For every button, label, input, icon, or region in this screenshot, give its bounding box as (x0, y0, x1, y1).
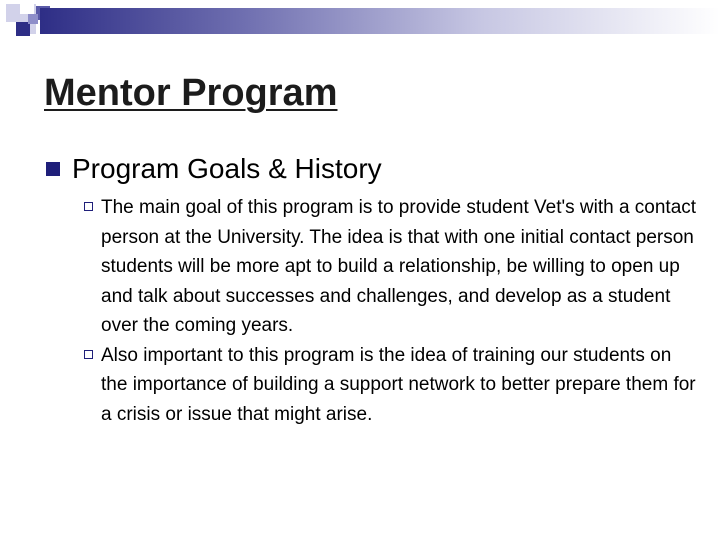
filled-square-icon (46, 162, 60, 176)
sub-bullet-item (84, 193, 700, 341)
sub-bullet-text: The main goal of this program is to provide student Vet's with a contact person at the University. The idea is that with one initial contact person students will be more apt to build a relationship, be willing to open up and talk about successes and challenges, and develop as a student over the coming years. (101, 197, 697, 336)
main-bullet-item (44, 150, 684, 190)
sub-bullet-text: Also important to this program is the idea of training our students on the importance of building a support network to better prepare them for a crisis or issue that might arise. (101, 344, 696, 425)
sub-bullet-item (84, 341, 700, 430)
header-gradient-bar (40, 8, 720, 34)
hollow-square-icon (84, 350, 93, 359)
slide-title: Mentor Program (44, 72, 338, 114)
hollow-square-icon (84, 202, 93, 211)
sub-bullet-list (84, 193, 700, 429)
main-bullet-text: Program Goals & History (72, 153, 382, 184)
